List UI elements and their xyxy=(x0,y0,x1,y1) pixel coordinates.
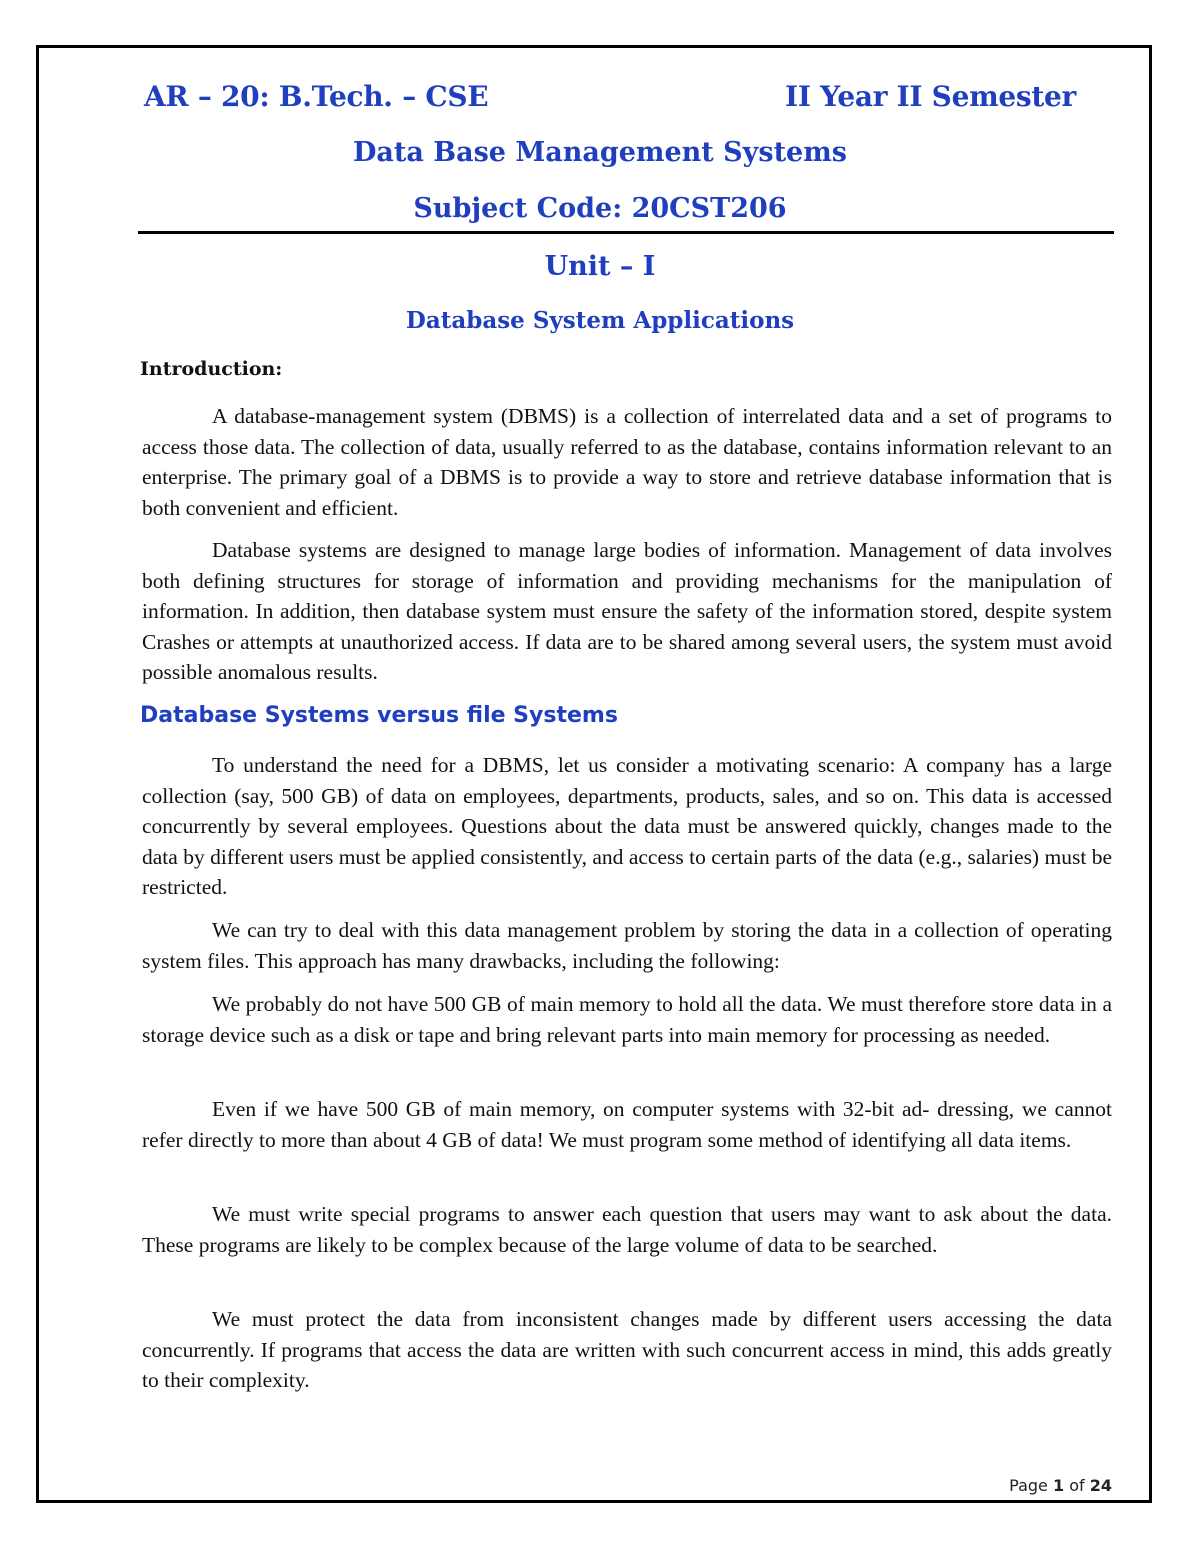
page-word: Page xyxy=(1009,1476,1048,1495)
course-code-header: AR – 20: B.Tech. – CSE xyxy=(144,80,489,113)
page-footer xyxy=(1009,1476,1112,1495)
unit-title: Unit – I xyxy=(544,251,656,282)
section-paragraph: Even if we have 500 GB of main memory, on computer systems with 32-bit ad- dressing, we cannot refer directly to more than about 4 GB of data! We must program some method of identifying all data items. xyxy=(142,1097,1112,1152)
unit-subtitle: Database System Applications xyxy=(405,307,795,334)
page-number: 1 xyxy=(1052,1476,1065,1495)
intro-paragraph: Database systems are designed to manage large bodies of information. Management of data involves both defining structures for storage of information and providing mechanisms for the manipulation of information. In addition, then database system must ensure the safety of the information stored, despite system Crashes or attempts at unauthorized access. If data are to be shared among several users, the system must avoid possible anomalous results. xyxy=(142,538,1112,684)
section-paragraph: We can try to deal with this data management problem by storing the data in a collection of operating system files. This approach has many drawbacks, including the following: xyxy=(142,918,1112,973)
introduction-label: Introduction: xyxy=(140,358,283,380)
subject-title: Data Base Management Systems xyxy=(353,137,847,168)
semester-header: II Year II Semester xyxy=(785,80,1076,113)
section-paragraph: We must write special programs to answer each question that users may want to ask about the data. These programs are likely to be complex because of the large volume of data to be searched. xyxy=(142,1202,1112,1257)
section-paragraph: We must protect the data from inconsistent changes made by different users accessing the data concurrently. If programs that access the data are written with such concurrent access in mind, this adds greatly to their complexity. xyxy=(142,1307,1112,1392)
header-divider xyxy=(138,231,1114,234)
of-word: of xyxy=(1069,1476,1085,1495)
section-heading: Database Systems versus file Systems xyxy=(140,703,618,728)
total-pages: 24 xyxy=(1089,1476,1112,1495)
intro-paragraph: A database-management system (DBMS) is a collection of interrelated data and a set of programs to access those data. The collection of data, usually referred to as the database, contains information relevant to an enterprise. The primary goal of a DBMS is to provide a way to store and retrieve database information that is both convenient and efficient. xyxy=(142,404,1112,520)
subject-code: Subject Code: 20CST206 xyxy=(413,193,787,224)
section-paragraph: To understand the need for a DBMS, let us consider a motivating scenario: A company has a large collection (say, 500 GB) of data on employees, departments, products, sales, and so on. This data is accessed concurrently by several employees. Questions about the data must be answered quickly, changes made to the data by different users must be applied consistently, and access to certain parts of the data (e.g., salaries) must be restricted. xyxy=(142,753,1112,899)
section-paragraph: We probably do not have 500 GB of main memory to hold all the data. We must therefore store data in a storage device such as a disk or tape and bring relevant parts into main memory for processing as needed. xyxy=(142,992,1112,1047)
